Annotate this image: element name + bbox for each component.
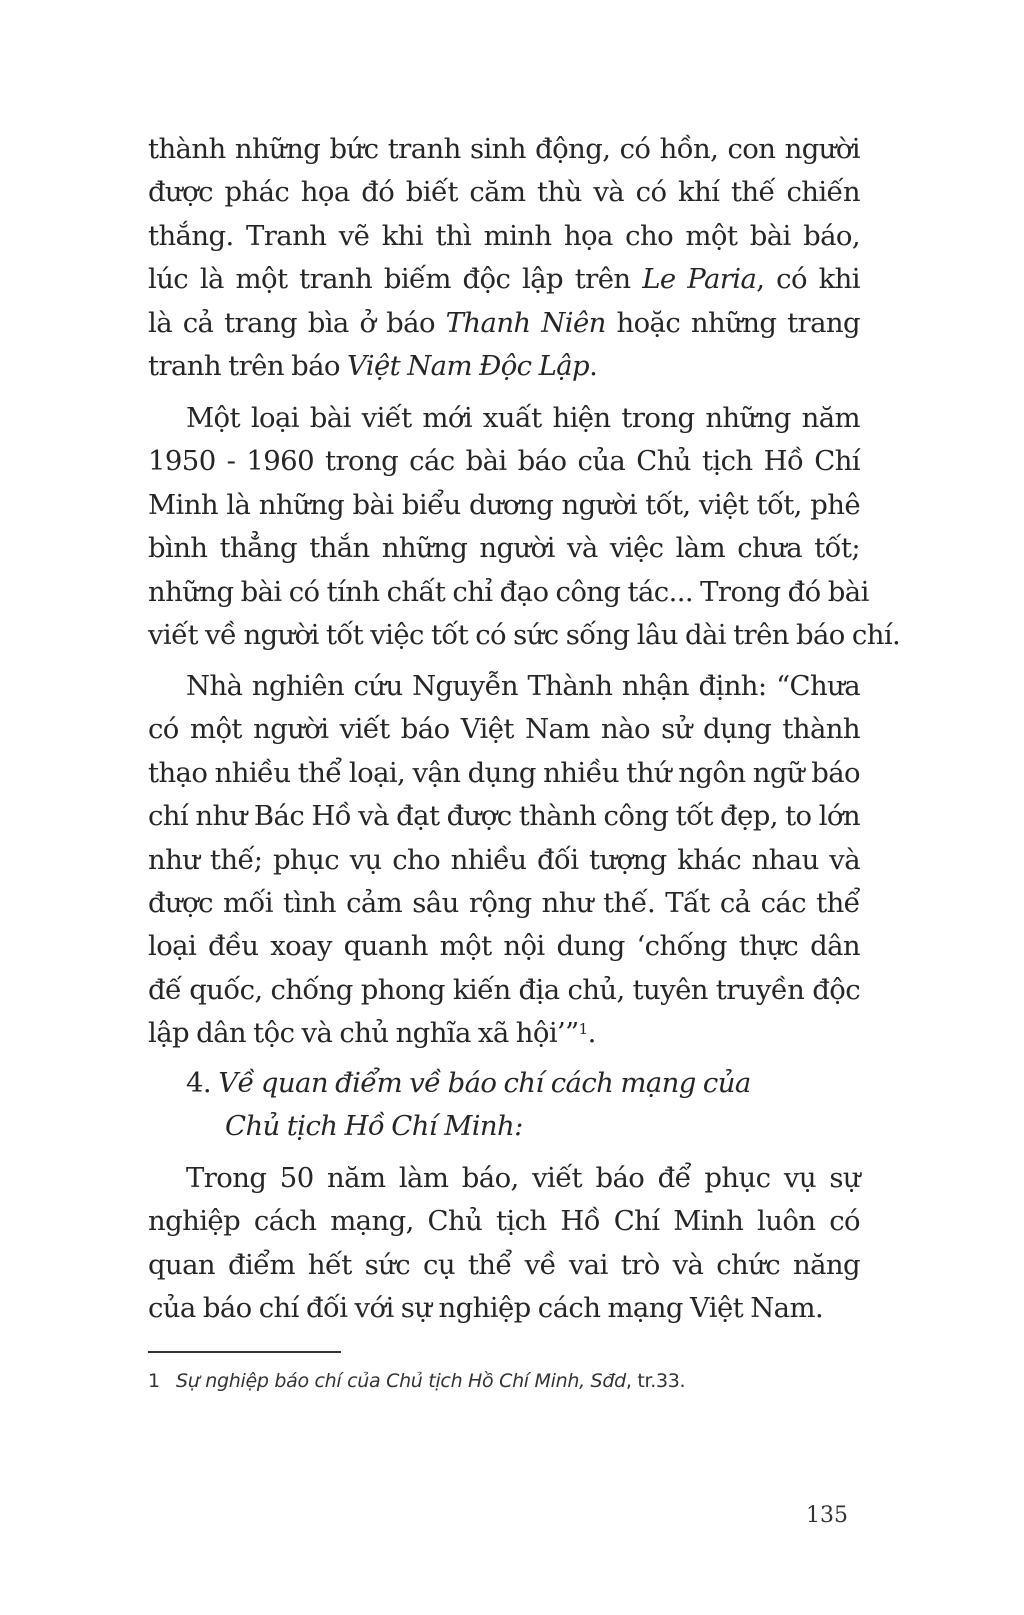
footnote-number: 1 [148,1370,160,1392]
section-heading [148,1062,860,1149]
text-line: bình thẳng thắn những người và việc làm chưa tốt; [148,532,860,565]
text-line: như thế; phục vụ cho nhiều đối tượng khác nhau và [148,843,860,876]
paragraph-2 [148,397,901,657]
heading-text: Về quan điểm về báo chí cách mạng của [218,1067,751,1099]
heading-line-2 [148,1105,860,1148]
text-span: lúc là một tranh biếm độc lập trên [148,263,643,296]
text-span: là cả trang bìa ở báo [148,306,446,339]
text-line: Nhà nghiên cứu Nguyễn Thành nhận định: “Chưa [186,670,860,702]
text-line: của báo chí đối với sự nghiệp cách mạng Việt Nam. [148,1292,824,1325]
footnote-separator [148,1351,341,1353]
footnote-reference[interactable]: 1 [578,1020,588,1039]
italic-title-thanh-nien: Thanh Niên [445,306,606,339]
text-line: có một người viết báo Việt Nam nào sử dụng thành [148,713,860,746]
text-span: hoặc những trang [605,306,860,339]
text-line: Trong 50 năm làm báo, viết báo để phục vụ sự [186,1162,860,1194]
paragraph-1 [148,128,860,388]
text-span: tranh trên báo [148,349,347,382]
text-line [148,302,860,345]
paragraph-3 [148,665,860,1056]
italic-title-le-paria: Le Paria [642,263,757,296]
text-line: nghiệp cách mạng, Chủ tịch Hồ Chí Minh luôn có [148,1205,860,1238]
text-line [148,258,860,301]
text-span: . [587,1017,596,1050]
text-line: những bài có tính chất chỉ đạo công tác... Trong đó bài [148,575,869,608]
footnote [148,1370,685,1392]
text-span: , có khi [756,263,860,296]
heading-text: Chủ tịch Hồ Chí Minh: [225,1110,523,1143]
page-number: 135 [806,1503,848,1528]
footnote-source-title: Sự nghiệp báo chí của Chủ tịch Hồ Chí Minh, Sđd [176,1370,626,1392]
text-line: được mối tình cảm sâu rộng như thế. Tất cả các thể [148,886,860,919]
text-line: loại đều xoay quanh một nội dung ‘chống thực dân [148,930,860,963]
text-line [148,345,860,388]
text-line: thắng. Tranh vẽ khi thì minh họa cho một bài báo, [148,219,860,252]
text-line: đế quốc, chống phong kiến địa chủ, tuyên truyền độc [148,973,860,1006]
italic-title-viet-nam-doc-lap: Việt Nam Độc Lập [346,349,590,382]
text-line: Một loại bài viết mới xuất hiện trong những năm [186,402,860,434]
text-line: thành những bức tranh sinh động, có hồn, con người [148,133,860,165]
text-line: 1950 - 1960 trong các bài báo của Chủ tịch Hồ Chí [148,445,860,478]
text-line: viết về người tốt việc tốt có sức sống lâu dài trên báo chí. [148,618,901,651]
text-line [148,1012,860,1055]
text-span: lập dân tộc và chủ nghĩa xã hội’” [148,1017,579,1050]
text-line: Minh là những bài biểu dương người tốt, việt tốt, phê [148,488,860,521]
text-span: . [589,349,598,382]
text-line: thạo nhiều thể loại, vận dụng nhiều thứ ngôn ngữ báo [148,756,860,789]
heading-line-1 [148,1062,860,1105]
paragraph-4 [148,1157,860,1331]
text-line: chí như Bác Hồ và đạt được thành công tốt đẹp, to lớn [148,800,860,833]
footnote-page-ref: , tr.33. [625,1370,686,1392]
heading-number: 4. [186,1067,219,1099]
text-line: được phác họa đó biết căm thù và có khí thế chiến [148,176,860,209]
text-line: quan điểm hết sức cụ thể về vai trò và chức năng [148,1248,860,1281]
